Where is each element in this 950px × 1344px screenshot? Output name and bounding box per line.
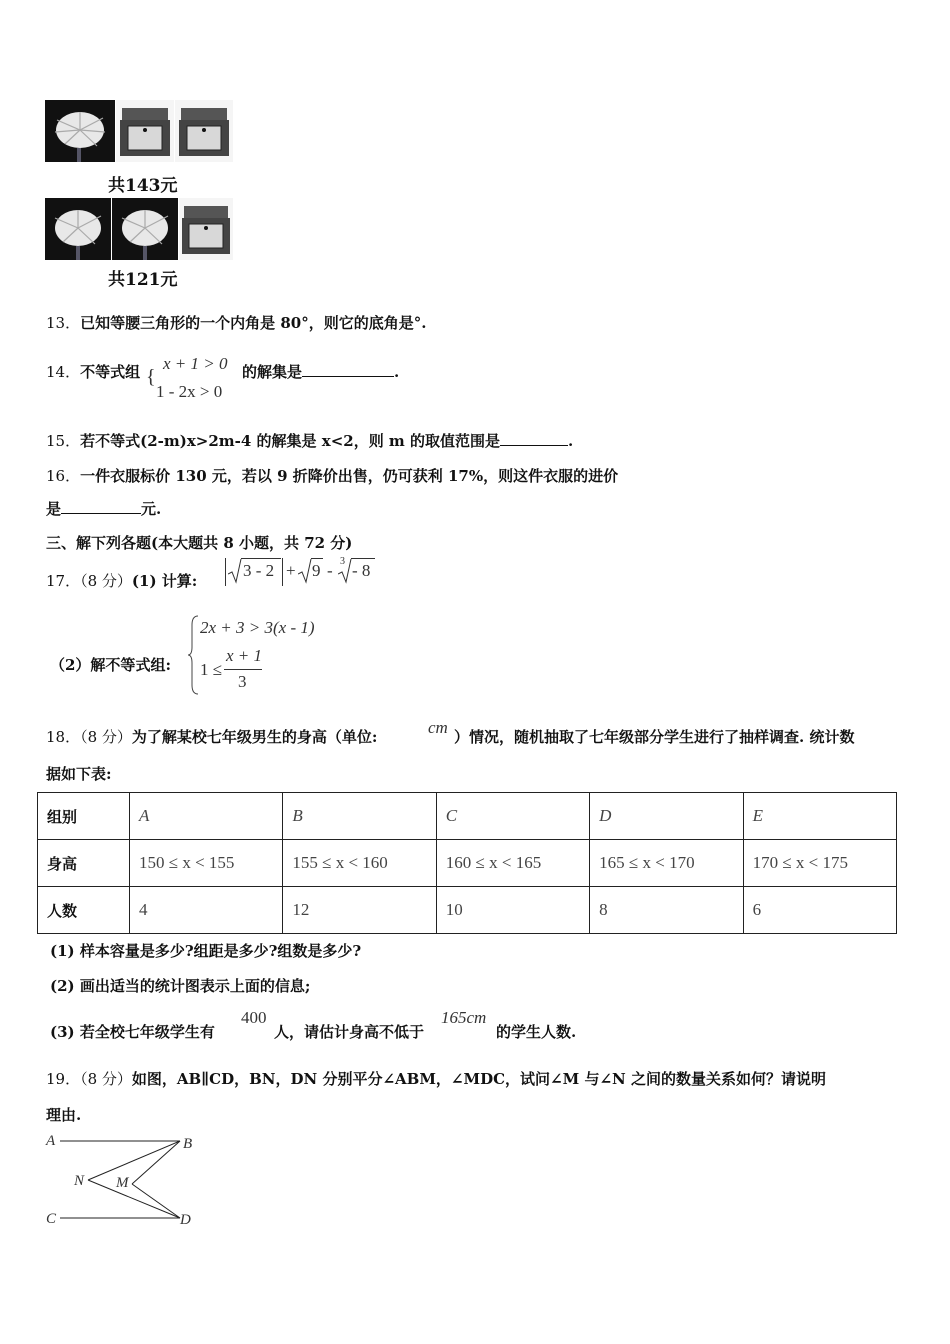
answer-blank [61, 499, 141, 514]
row-header: 身高 [38, 840, 130, 887]
image-caption: 共143元 [108, 176, 178, 196]
question-text: 已知等腰三角形的一个内角是 80°，则它的底角是°. [80, 314, 427, 332]
part-label: (1) 计算: [131, 572, 198, 590]
point-label-a: A [46, 1133, 56, 1149]
fraction-numerator: x + 1 [226, 646, 263, 665]
cube-root-symbol [338, 558, 352, 584]
question-prefix: 不等式组 [80, 363, 141, 381]
abs-bar-left [225, 558, 226, 586]
chrysanthemum-image [45, 100, 115, 162]
question-number: 19． [46, 1070, 81, 1088]
point-label-c: C [46, 1211, 57, 1227]
plus-sign: + [286, 561, 296, 580]
question-score: （8 分） [80, 572, 132, 590]
question-number: 17． [46, 572, 81, 590]
table-cell: 8 [590, 887, 743, 934]
minus-sign: - [327, 561, 333, 580]
question-text: 是 [46, 500, 62, 518]
student-total: 400 [241, 1008, 267, 1027]
answer-blank [302, 362, 394, 377]
radicand-a: 3 - 2 [243, 561, 275, 580]
question-number: 18． [46, 728, 81, 746]
height-data-table [37, 792, 897, 934]
height-threshold: 165cm [441, 1008, 487, 1027]
table-cell: 10 [436, 887, 589, 934]
answer-blank [500, 431, 568, 446]
system-brace: { [146, 366, 156, 388]
inequality-1: 2x + 3 > 3(x - 1) [200, 618, 315, 637]
sub-question-3: (3) 若全校七年级学生有 [50, 1023, 215, 1041]
question-end: . [568, 432, 574, 450]
table-cell: E [743, 793, 896, 840]
sub-question-text: 的学生人数. [496, 1023, 577, 1041]
question-score: （8 分） [80, 1070, 132, 1088]
question-text: 若不等式(2-m)x>2m-4 的解集是 x<2，则 m 的取值范围是 [80, 432, 501, 450]
question-suffix: 的解集是 [242, 363, 303, 381]
table-cell: A [130, 793, 283, 840]
row-header: 组别 [38, 793, 130, 840]
question-end: . [394, 363, 400, 381]
table-cell: 4 [130, 887, 283, 934]
question-number: 13． [46, 314, 81, 332]
image-caption: 共121元 [108, 270, 178, 290]
sub-question-1: (1) 样本容量是多少?组距是多少?组数是多少? [50, 942, 362, 960]
sqrt-symbol [298, 558, 312, 584]
radicand-b: 9 [312, 561, 321, 580]
abs-bar-right [282, 558, 283, 586]
row-header: 人数 [38, 887, 130, 934]
table-cell: 12 [283, 887, 436, 934]
question-text: 为了解某校七年级男生的身高（单位: [131, 728, 378, 746]
table-cell: 150 ≤ x < 155 [130, 840, 283, 887]
question-text: 据如下表: [46, 765, 112, 783]
inequality-2: 1 - 2x > 0 [156, 382, 223, 401]
table-row [38, 793, 897, 840]
table-cell: 165 ≤ x < 170 [590, 840, 743, 887]
question-score: （8 分） [80, 728, 132, 746]
table-cell: 160 ≤ x < 165 [436, 840, 589, 887]
point-label-m: M [116, 1175, 129, 1191]
system-brace [188, 615, 200, 695]
table-row [38, 887, 897, 934]
section-title: 三、解下列各题(本大题共 8 小题，共 72 分) [46, 534, 353, 552]
segment-bn [88, 1141, 180, 1180]
geometry-diagram [40, 1128, 210, 1232]
question-text: 一件衣服标价 130 元，若以 9 折降价出售，仍可获利 17%，则这件衣服的进价 [80, 467, 619, 485]
table-cell: B [283, 793, 436, 840]
chrysanthemum-image [112, 198, 178, 260]
sqrt-symbol [228, 558, 242, 584]
sub-question-text: 人，请估计身高不低于 [274, 1023, 425, 1041]
question-15 [46, 430, 573, 451]
question-text: 元. [141, 500, 162, 518]
part-label: （2）解不等式组: [50, 656, 171, 674]
table-cell: D [590, 793, 743, 840]
question-number: 16． [46, 467, 81, 485]
question-number: 15． [46, 432, 81, 450]
inequality-1: x + 1 > 0 [163, 354, 228, 373]
table-cell: C [436, 793, 589, 840]
question-text: 理由. [46, 1106, 82, 1124]
table-cell: 170 ≤ x < 175 [743, 840, 896, 887]
inequality-2-left: 1 ≤ [200, 660, 223, 679]
unit-cm: cm [428, 718, 448, 737]
table-cell: 6 [743, 887, 896, 934]
segment-bm [132, 1141, 180, 1184]
chrysanthemum-image [45, 198, 111, 260]
question-number: 14． [46, 363, 81, 381]
urn-box-image [175, 100, 233, 162]
point-label-n: N [74, 1173, 85, 1189]
root-index: 3 [340, 556, 345, 567]
point-label-d: D [180, 1212, 191, 1228]
table-row [38, 840, 897, 887]
fraction-denominator: 3 [238, 672, 247, 691]
point-label-b: B [183, 1136, 193, 1152]
question-13 [46, 312, 426, 333]
urn-box-image [179, 198, 233, 260]
sub-question-2: (2) 画出适当的统计图表示上面的信息; [50, 977, 311, 995]
question-text: 如图，AB∥CD，BN，DN 分别平分∠ABM，∠MDC，试问∠M 与∠N 之间的数量关系如何？请说明 [131, 1070, 826, 1088]
urn-box-image [116, 100, 174, 162]
table-cell: 155 ≤ x < 160 [283, 840, 436, 887]
question-text: ）情况，随机抽取了七年级部分学生进行了抽样调查. 统计数 [454, 728, 855, 746]
fraction-bar [224, 669, 262, 670]
radicand-c: - 8 [352, 561, 371, 580]
